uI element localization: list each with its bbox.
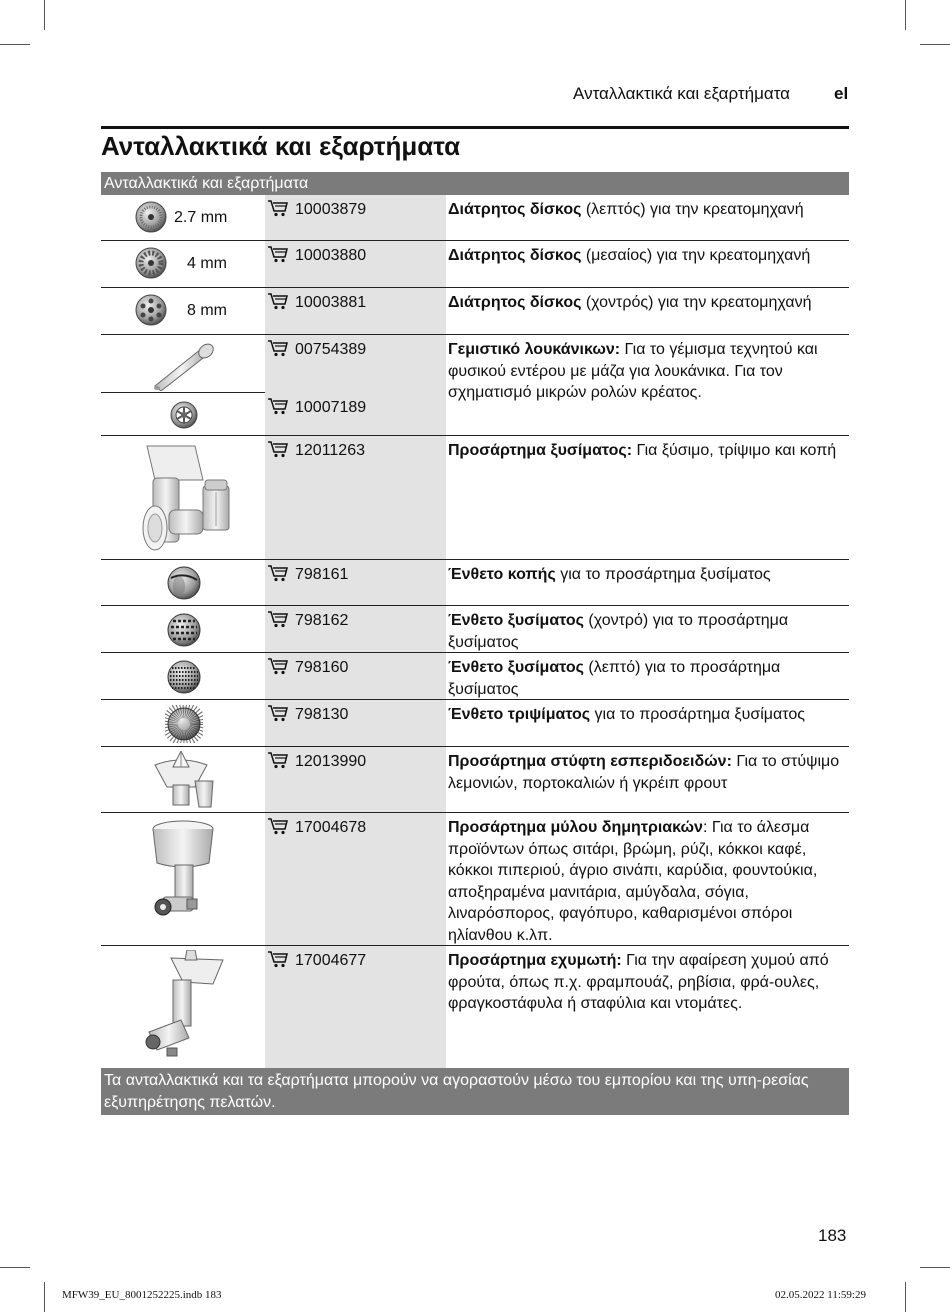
part-number — [267, 245, 366, 266]
part-name: Γεμιστικό λουκάνικων: — [448, 341, 621, 358]
disc-size-label: 4 mm — [187, 255, 227, 272]
part-name: Διάτρητος δίσκος — [448, 201, 582, 218]
table-row — [101, 653, 849, 700]
part-image-cell — [101, 700, 265, 746]
sausage-filler-icon — [151, 341, 217, 391]
part-name: Προσάρτημα ξυσίματος: — [448, 442, 633, 459]
table-row — [101, 606, 849, 653]
fine-grating-drum-icon — [165, 658, 203, 696]
footnote: Τα ανταλλακτικά και τα εξαρτήματα μπορούν να αγοραστούν μέσω του εμπορίου και της υπη-ρεσίας εξυπηρέτησης πελατών. — [101, 1068, 849, 1115]
part-name: Προσάρτημα στύφτη εσπεριδοειδών: — [448, 753, 732, 770]
part-image-cell — [101, 606, 265, 652]
part-details: (χοντρός) για την κρεατομηχανή — [581, 294, 812, 311]
crop-mark — [0, 1267, 30, 1268]
part-number — [267, 199, 366, 220]
part-number-value: 798130 — [295, 706, 349, 723]
table-row — [101, 195, 849, 241]
part-details: Για την αφαίρεση χυμού από φρούτα, όπως π.χ. φραμπουάζ, ρηβίσια, φρά-ουλες, φραγκοστάφυλα ή σταφύλια και ντομάτες. — [448, 952, 829, 1012]
disc-size-label: 2.7 mm — [174, 209, 228, 226]
kebbe-ring-icon — [168, 399, 200, 431]
shopping-cart-icon — [267, 704, 289, 722]
part-details: Για ξύσιμο, τρίψιμο και κοπή — [632, 442, 837, 459]
print-slug-file: MFW39_EU_8001252225.indb 183 — [62, 1289, 222, 1301]
shopping-cart-icon — [267, 199, 289, 217]
shopping-cart-icon — [267, 245, 289, 263]
shopping-cart-icon — [267, 339, 289, 357]
part-number — [267, 657, 348, 678]
part-details: (λεπτός) για την κρεατομηχανή — [581, 201, 804, 218]
part-number-value: 12013990 — [295, 753, 367, 770]
part-image-cell — [101, 560, 265, 605]
part-description — [448, 292, 846, 314]
part-number-value: 10007189 — [295, 399, 367, 416]
part-description — [448, 751, 846, 794]
part-details: (λεπτό) για το προσάρτημα ξυσίματος — [448, 659, 781, 698]
crop-mark — [920, 1267, 950, 1268]
shopping-cart-icon — [267, 564, 289, 582]
part-name: Ένθετο ξυσίματος — [448, 612, 584, 629]
part-details: : Για το άλεσμα προϊόντων όπως σιτάρι, βρώμη, ρύζι, κόκκοι καφέ, κόκκοι πιπεριού, άγριο σινάπι, καρύδια, φουντούκια, αποξηραμένα μανιτάρια, αμύγδαλα, σόγια, λιναρόσπορος, φαγόπυρο, καθαρισμένοι σπόροι ηλίανθου κ.λπ. — [448, 819, 818, 944]
part-number-value: 12011263 — [295, 442, 365, 459]
grinding-drum-icon — [165, 705, 203, 743]
part-name: Προσάρτημα μύλου δημητριακών — [448, 819, 703, 836]
part-number — [267, 704, 348, 725]
part-details: Για το γέμισμα τεχνητού και φυσικού εντέρου με μάζα για λουκάνικα. Για τον σχηματισμό μικρών ρολών κρέατος. — [448, 341, 818, 401]
crop-mark — [44, 0, 45, 30]
part-description — [448, 950, 846, 1015]
table-row — [101, 946, 849, 1068]
part-image-cell — [101, 195, 265, 240]
language-code: el — [834, 84, 849, 103]
part-image-cell — [101, 946, 265, 1068]
part-description — [448, 199, 846, 221]
part-image-cell — [101, 813, 265, 945]
running-header — [0, 84, 950, 106]
table-caption: Ανταλλακτικά και εξαρτήματα — [101, 172, 849, 195]
perforated-disc-fine-icon — [134, 200, 168, 234]
part-number-value: 00754389 — [295, 341, 367, 358]
part-image-cell — [101, 393, 265, 435]
part-image-cell — [101, 436, 265, 559]
part-name: Διάτρητος δίσκος — [448, 247, 582, 264]
part-number-value: 798162 — [295, 612, 349, 629]
part-number — [267, 564, 348, 585]
part-description — [448, 817, 846, 946]
table-row — [101, 436, 849, 560]
crop-mark — [0, 44, 30, 45]
parts-table — [101, 195, 849, 1068]
shopping-cart-icon — [267, 657, 289, 675]
part-details: (μεσαίος) για την κρεατομηχανή — [581, 247, 811, 264]
part-number-value: 17004678 — [295, 819, 367, 836]
shopping-cart-icon — [267, 292, 289, 310]
page-title: Ανταλλακτικά και εξαρτήματα — [101, 131, 461, 161]
part-description — [448, 704, 846, 726]
table-row — [101, 813, 849, 946]
part-description — [448, 657, 846, 700]
part-image-cell — [101, 335, 265, 393]
table-row — [101, 241, 849, 288]
part-image-cell — [101, 241, 265, 287]
part-description — [448, 564, 846, 586]
juicer-attachment-icon — [143, 950, 229, 1064]
coarse-grating-drum-icon — [165, 611, 203, 649]
part-name: Προσάρτημα εχυμωτή: — [448, 952, 622, 969]
part-description — [448, 610, 846, 653]
grain-mill-icon — [149, 819, 221, 941]
slicing-drum-icon — [165, 564, 203, 602]
shopping-cart-icon — [267, 610, 289, 628]
table-row — [101, 747, 849, 813]
shopping-cart-icon — [267, 440, 289, 458]
part-description — [448, 440, 846, 462]
part-number — [267, 751, 366, 772]
table-row — [101, 700, 849, 747]
part-number — [267, 950, 366, 971]
page-number: 183 — [818, 1226, 847, 1245]
perforated-disc-coarse-icon — [134, 293, 168, 327]
part-number-value: 798160 — [295, 659, 349, 676]
print-slug-timestamp: 02.05.2022 11:59:29 — [775, 1289, 866, 1301]
part-name: Ένθετο τριψίματος — [448, 706, 591, 723]
part-details: (χοντρό) για το προσάρτημα ξυσίματος — [448, 612, 789, 651]
part-number-value: 10003880 — [295, 247, 367, 264]
crop-mark — [905, 1282, 906, 1312]
crop-mark — [920, 44, 950, 45]
table-row — [101, 335, 849, 401]
table-row — [101, 560, 849, 606]
disc-size-label: 8 mm — [187, 302, 227, 319]
grater-attachment-icon — [133, 440, 245, 556]
part-number-value: 10003879 — [295, 201, 367, 218]
part-name: Ένθετο ξυσίματος — [448, 659, 584, 676]
part-number-value: 10003881 — [295, 294, 367, 311]
crop-mark — [905, 0, 906, 30]
shopping-cart-icon — [267, 751, 289, 769]
part-number — [267, 440, 365, 461]
running-header-title: Ανταλλακτικά και εξαρτήματα — [573, 84, 790, 103]
part-details: Για το στύψιμο λεμονιών, πορτοκαλιών ή γκρέιπ φρουτ — [448, 753, 840, 792]
perforated-disc-medium-icon — [134, 246, 168, 280]
part-image-cell — [101, 653, 265, 699]
part-number — [267, 339, 366, 360]
part-number-value: 17004677 — [295, 952, 367, 969]
crop-mark — [44, 1282, 45, 1312]
shopping-cart-icon — [267, 397, 289, 415]
part-name: Διάτρητος δίσκος — [448, 294, 582, 311]
part-number — [267, 610, 348, 631]
part-number — [267, 397, 366, 418]
title-rule — [101, 126, 849, 129]
part-image-cell — [101, 288, 265, 334]
part-details: για το προσάρτημα ξυσίματος — [555, 566, 771, 583]
part-name: Ένθετο κοπής — [448, 566, 556, 583]
part-image-cell — [101, 747, 265, 812]
shopping-cart-icon — [267, 950, 289, 968]
part-number — [267, 817, 366, 838]
part-details: για το προσάρτημα ξυσίματος — [590, 706, 805, 723]
table-row — [101, 288, 849, 335]
part-description — [448, 245, 846, 267]
part-number — [267, 292, 366, 313]
citrus-press-icon — [151, 751, 217, 811]
part-number-value: 798161 — [295, 566, 349, 583]
shopping-cart-icon — [267, 817, 289, 835]
table-row — [101, 393, 849, 436]
